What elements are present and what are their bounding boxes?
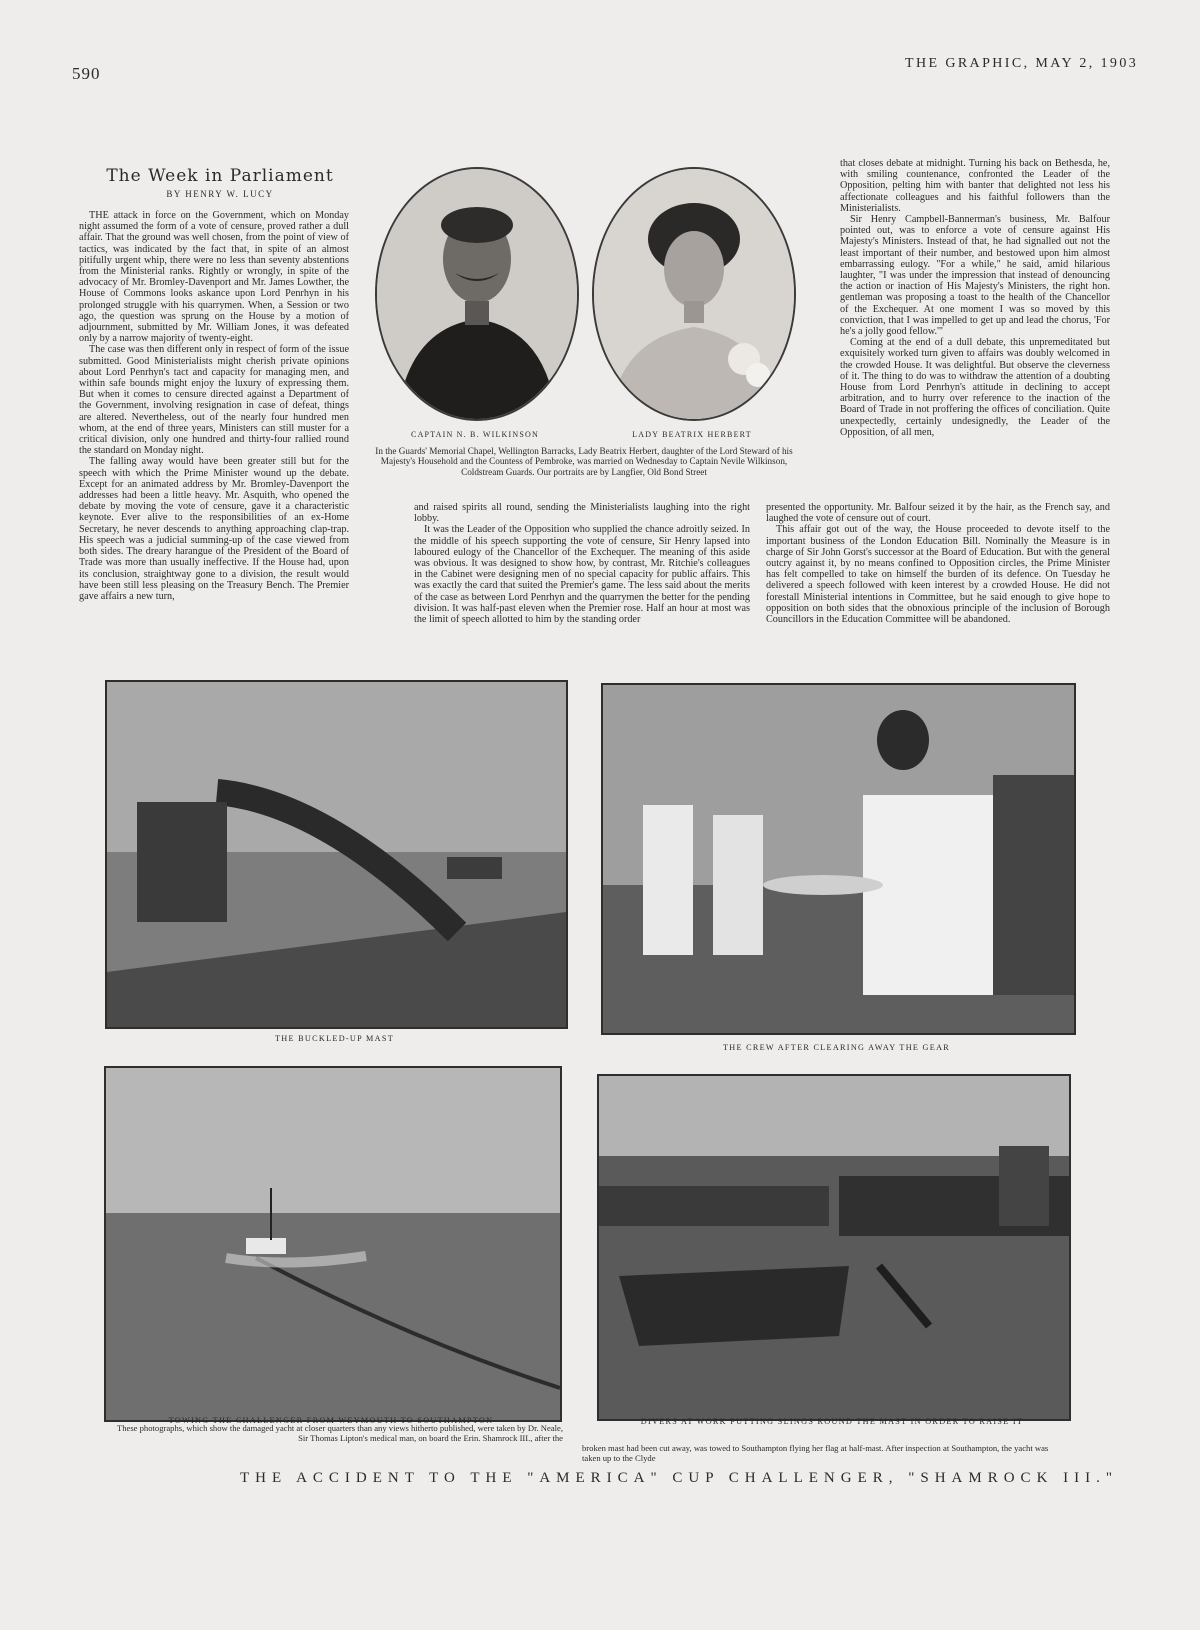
portrait-captain-wilkinson [375, 167, 579, 421]
photo-caption-divers: DIVERS AT WORK PUTTING SLINGS ROUND THE MAST IN ORDER TO RAISE IT [640, 1417, 1024, 1426]
photo-caption-buckled-mast: THE BUCKLED-UP MAST [274, 1034, 394, 1043]
article-column-1 [79, 210, 349, 672]
bottom-headline: THE ACCIDENT TO THE "AMERICA" CUP CHALLENGER, "SHAMROCK III." [240, 1470, 1119, 1486]
portrait-caption-right: LADY BEATRIX HERBERT [632, 430, 752, 439]
article-column-2 [414, 502, 750, 668]
paragraph: that closes debate at midnight. Turning his back on Bethesda, he, with smiling countenance, confronted the Leader of the Opposition, pelting him with banter that delighted not less his affectionate colleagues and his faithful followers than the Ministerialists. [840, 158, 1110, 214]
paragraph: The falling away would have been greater still but for the speech with which the Prime Minister wound up the debate. Except for an animated address by Mr. Bromley-Davenport the addresses had been a little heavy. Mr. Asquith, who opened the debate by moving the vote of censure, gave it a characteristic keynote. Ever alive to the responsibilities of an ex-Home Secretary, he never descends to anything approaching clap-trap. His speech was a judicial summing-up of the case viewed from both sides. The dreary harangue of the President of the Board of Trade was more than usually ineffective. If the House had, upon its conclusion, straightway gone to a division, the result would have been still less pleasing on the Treasury Bench. The Premier gave affairs a new turn, [79, 456, 349, 602]
paragraph: THE attack in force on the Government, which on Monday night assumed the form of a vote of censure, proved rather a dull affair. That the ground was well chosen, from the point of view of tactics, was indicated by the fact that, in spite of an almost pitifully urgent whip, there were no less than seventy abstentions from the Ministerial ranks. Rightly or wrongly, in spite of the advocacy of Mr. Bromley-Davenport and Mr. James Lowther, the House of Commons looks askance upon Lord Penrhyn in his prolonged struggle with his quarrymen. When, a Session or two ago, the question was sprung on the House by a motion of adjournment, submitted by Mr. William Jones, it was defeated only by a narrow majority of twenty-eight. [79, 210, 349, 345]
buckled-mast-image [107, 682, 566, 1027]
photo-towing [104, 1066, 562, 1422]
article-column-3-continued [766, 502, 1110, 668]
page-number: 590 [72, 64, 101, 83]
paragraph: and raised spirits all round, sending the Ministerialists laughing into the right lobby. [414, 502, 750, 525]
portrait-woman-image [594, 169, 794, 419]
paragraph: presented the opportunity. Mr. Balfour seized it by the hair, as the French say, and laughed the vote of censure out of court. [766, 502, 1110, 525]
byline: BY HENRY W. LUCY [166, 189, 274, 199]
paragraph: It was the Leader of the Opposition who supplied the chance adroitly seized. In the middle of his speech supporting the vote of censure, Sir Henry lapsed into laboured eulogy of the Chancellor of the Exchequer. The meaning of this aside was obvious. It was designed to show how, by contrast, Mr. Ritchie's colleagues in the Cabinet were designing men of no special capacity for public affairs. This was exactly the card that suited the Premier's game. The less said about the merits of the case as between Lord Penrhyn and the quarrymen the better for the pending division. It was half-past eleven when the Premier rose. Half an hour at most was the limit of speech allotted to him by the standing order [414, 524, 750, 626]
photo-credit-right: broken mast had been cut away, was towed to Southampton flying her flag at half-mast. After inspection at Southampton, the yacht was taken up to the Clyde [582, 1443, 1049, 1463]
photo-credit-left: These photographs, which show the damaged yacht at closer quarters than any views hitherto published, were taken by Dr. Neale, Sir Thomas Lipton's medical man, on board the Erin. Shamrock III., after the [116, 1423, 563, 1443]
paragraph: Sir Henry Campbell-Bannerman's business, Mr. Balfour pointed out, was to enforce a vote of censure against His Majesty's Ministers. Instead of that, he had signalled out not the least important of their number, and bestowed upon him almost embarrassing eulogy. "For a while," he said, amid hilarious laughter, "I was under the impression that instead of denouncing the action or inaction of His Majesty's Ministers, the right hon. gentleman was proposing a toast to the health of the Chancellor of the Exchequer. At one moment I was so moved by this conviction, that I was impelled to get up and lead the chorus, 'For he's a jolly good fellow.'" [840, 214, 1110, 338]
wedding-caption: In the Guards' Memorial Chapel, Wellington Barracks, Lady Beatrix Herbert, daughter of the Lord Steward of his Majesty's Household and the Countess of Pembroke, was married on Wednesday to Captain Nevile Wilkinson, Coldstream Guards. Our portraits are by Langfier, Old Bond Street [375, 446, 793, 477]
portrait-caption-left: CAPTAIN N. B. WILKINSON [411, 430, 539, 439]
crew-image [603, 685, 1074, 1033]
paragraph: The case was then different only in respect of form of the issue submitted. Good Ministerialists might cherish private opinions about Lord Penrhyn's tact and capacity for managing men, and within safe bounds might enjoy the luxury of expressing them. But when it comes to censure directed against a Department of the Government, involving resignation in case of defeat, things are altered. Nevertheless, out of the nearly four hundred men whom, at the end of three years, Ministers can still muster for a critical division, only one hundred and thirty-four rallied round the standard on Monday night. [79, 344, 349, 457]
paragraph: Coming at the end of a dull debate, this unpremeditated but exquisitely worked turn given to affairs was doubly welcomed in the crowded House. It was delightful. But observe the cleverness of it. The thing to do was to withdraw the attention of a doubting House from Lord Penrhyn's attitude in declining to accept arbitration, and to hurry over reference to the inaction of the Board of Trade in not proffering the offices of conciliation. Quite unexpectedly, certainly undesignedly, the Leader of the Opposition, of all men, [840, 337, 1110, 438]
photo-divers [597, 1074, 1071, 1421]
running-head: THE GRAPHIC, MAY 2, 1903 [905, 56, 1139, 71]
article-column-3 [840, 158, 1110, 504]
paragraph: This affair got out of the way, the House proceeded to devote itself to the important business of the London Education Bill. Nominally the Measure is in charge of Sir John Gorst's successor at the Board of Education. But with the general outcry against it, by no means confined to Opposition circles, the Prime Minister has felt compelled to take on himself the burden of its defence. On Tuesday he delivered a speech followed with keen interest by a crowded House. He did not forestall Ministerial intentions in Committee, but he said enough to give hope to opposition on both sides that the obnoxious principle of the inclusion of Borough Councillors in the Education Committee will be abandoned. [766, 524, 1110, 626]
portrait-man-image [377, 169, 577, 419]
divers-image [599, 1076, 1069, 1419]
photo-crew [601, 683, 1076, 1035]
photo-caption-towing: TOWING THE CHALLENGER FROM WEYMOUTH TO SOUTHAMPTON [168, 1416, 494, 1425]
article-title: The Week in Parliament [106, 166, 334, 186]
portrait-lady-herbert [592, 167, 796, 421]
photo-caption-crew: THE CREW AFTER CLEARING AWAY THE GEAR [722, 1043, 951, 1052]
towing-image [106, 1068, 560, 1420]
photo-buckled-mast [105, 680, 568, 1029]
